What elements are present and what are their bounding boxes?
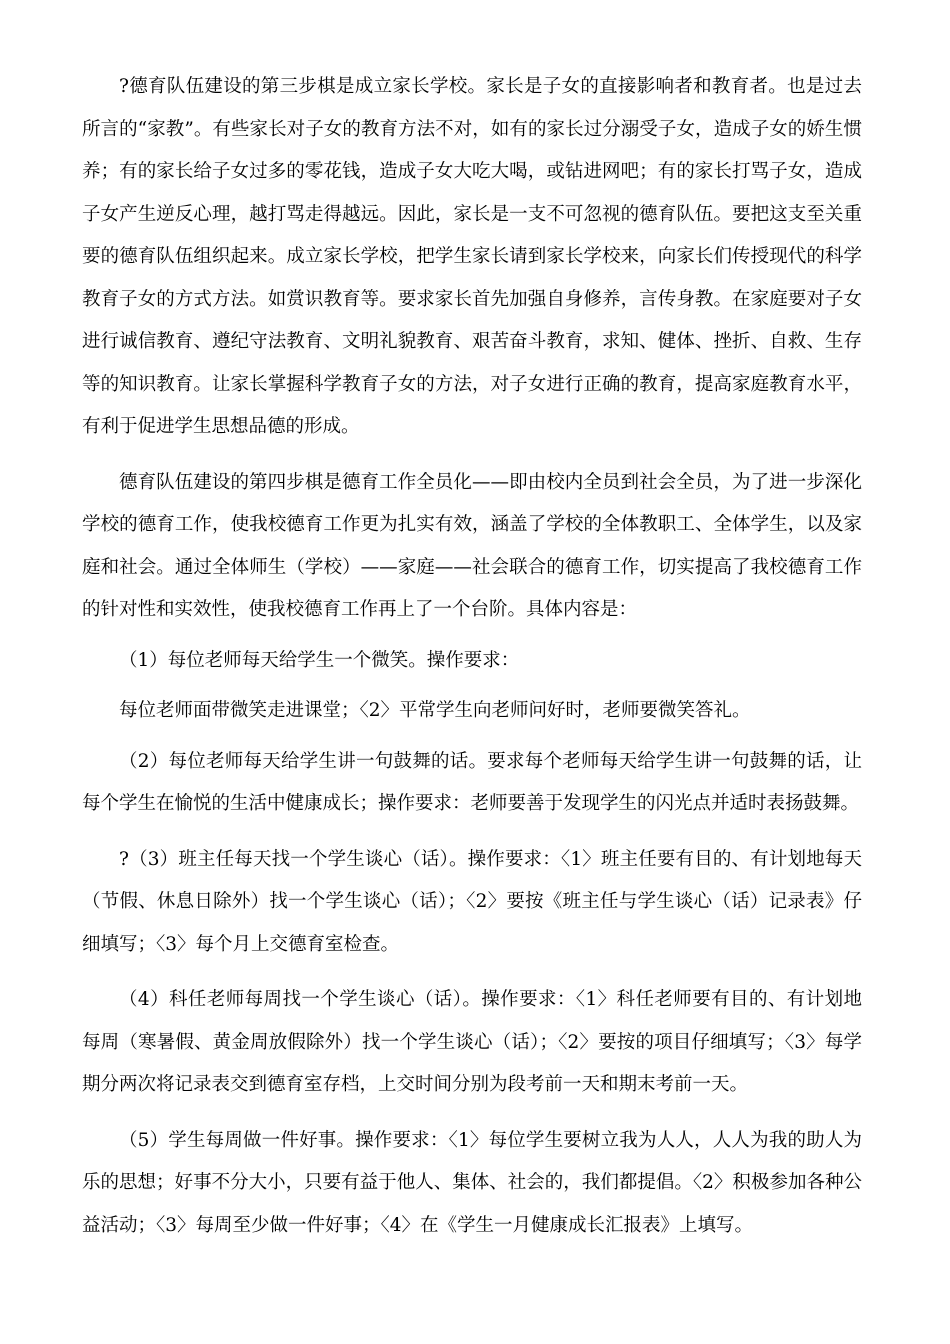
paragraph-item-3-head-teacher-talk: ?（3）班主任每天找一个学生谈心（话）。操作要求：〈1〉班主任要有目的、有计划地每天（节假、休息日除外）找一个学生谈心（话）；〈2〉要按《班主任与学生谈心（话）记录表》仔细填写；〈3〉每个月上交德育室检查。 — [82, 848, 862, 955]
paragraph-third-step-parent-school: ?德育队伍建设的第三步棋是成立家长学校。家长是子女的直接影响者和教育者。也是过去所言的“家教”。有些家长对子女的教育方法不对，如有的家长过分溺受子女，造成子女的娇生惯养；有的家长给子女过多的零花钱，造成子女大吃大喝，或钻进网吧；有的家长打骂子女，造成子女产生逆反心理，越打骂走得越远。因此，家长是一支不可忽视的德育队伍。要把这支至关重要的德育队伍组织起来。成立家长学校，把学生家长请到家长学校来，向家长们传授现代的科学教育子女的方式方法。如赏识教育等。要求家长首先加强自身修养，言传身教。在家庭要对子女进行诚信教育、遵纪守法教育、文明礼貌教育、艰苦奋斗教育，求知、健体、挫折、自救、生存等的知识教育。让家长掌握科学教育子女的方法，对子女进行正确的教育，提高家庭教育水平，有利于促进学生思想品德的形成。 — [82, 76, 862, 437]
paragraph-item-1-smile: （1）每位老师每天给学生一个微笑。操作要求： — [119, 649, 520, 671]
paragraph-item-4-subject-teacher-talk: （4）科任老师每周找一个学生谈心（话）。操作要求：〈1〉科任老师要有目的、有计划地每周（寒暑假、黄金周放假除外）找一个学生谈心（话）；〈2〉要按的项目仔细填写；〈3〉每学期分两次将记录表交到德育室存档，上交时间分别为段考前一天和期末考前一天。 — [82, 989, 862, 1095]
paragraph-item-1-requirements: 每位老师面带微笑走进课堂；〈2〉平常学生向老师问好时，老师要微笑答礼。 — [119, 700, 751, 721]
document-page — [82, 66, 862, 1247]
paragraph-item-2-encouragement: （2）每位老师每天给学生讲一句鼓舞的话。要求每个老师每天给学生讲一句鼓舞的话，让每个学生在愉悦的生活中健康成长；操作要求：老师要善于发现学生的闪光点并适时表扬鼓舞。 — [82, 750, 862, 814]
paragraph-item-5-good-deed: （5）学生每周做一件好事。操作要求：〈1〉每位学生要树立我为人人，人人为我的助人为乐的思想；好事不分大小，只要有益于他人、集体、社会的，我们都提倡。〈2〉积极参加各种公益活动；〈3〉每周至少做一件好事；〈4〉在《学生一月健康成长汇报表》上填写。 — [82, 1129, 862, 1236]
paragraph-fourth-step-full-participation: 德育队伍建设的第四步棋是德育工作全员化——即由校内全员到社会全员，为了进一步深化学校的德育工作，使我校德育工作更为扎实有效，涵盖了学校的全体教职工、全体学生，以及家庭和社会。通过全体师生（学校）——家庭——社会联合的德育工作，切实提高了我校德育工作的针对性和实效性，使我校德育工作再上了一个台阶。具体内容是： — [82, 471, 862, 620]
